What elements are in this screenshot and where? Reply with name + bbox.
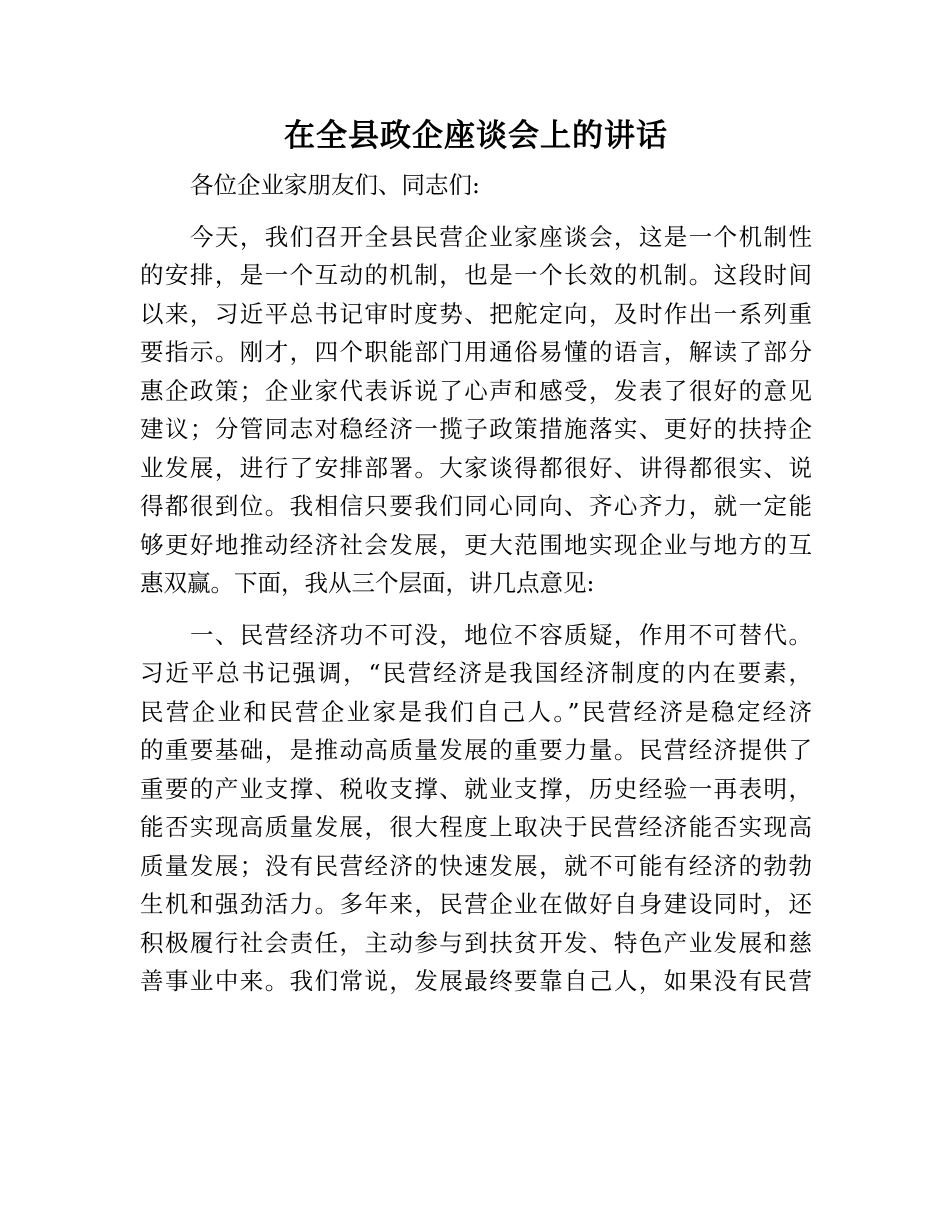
paragraph-line: 积极履行社会责任，主动参与到扶贫开发、特色产业发展和慈 <box>140 928 812 957</box>
paragraph-2 <box>140 616 812 1001</box>
paragraph-line: 重要的产业支撑、税收支撑、就业支撑，历史经验一再表明， <box>140 774 812 803</box>
paragraph-line: 的安排，是一个互动的机制，也是一个长效的机制。这段时间 <box>140 261 812 289</box>
document-title: 在全县政企座谈会上的讲话 <box>284 118 668 154</box>
paragraph-line: 惠企政策；企业家代表诉说了心声和感受，发表了很好的意见 <box>140 376 812 405</box>
paragraph-line: 建议；分管同志对稳经济一揽子政策措施落实、更好的扶持企 <box>140 415 812 443</box>
paragraph-spacer <box>140 603 812 616</box>
paragraph-line: 要指示。刚才，四个职能部门用通俗易懂的语言，解读了部分 <box>140 338 812 366</box>
paragraph-line: 今天，我们召开全县民营企业家座谈会，这是一个机制性 <box>190 222 812 251</box>
paragraph-line: 业发展，进行了安排部署。大家谈得都很好、讲得都很实、说 <box>140 453 812 482</box>
paragraph-line: 民营企业和民营企业家是我们自己人。”民营经济是稳定经济 <box>140 697 812 726</box>
greeting-line: 各位企业家朋友们、同志们: <box>190 171 480 199</box>
paragraph-line: 习近平总书记强调，“民营经济是我国经济制度的内在要素， <box>140 659 812 687</box>
paragraph-line: 以来，习近平总书记审时度势、把舵定向，及时作出一系列重 <box>140 299 812 328</box>
paragraph-line: 生机和强劲活力。多年来，民营企业在做好自身建设同时，还 <box>140 890 812 918</box>
paragraph-line: 惠双赢。下面，我从三个层面，讲几点意见: <box>140 569 595 597</box>
document-page <box>140 112 812 1001</box>
paragraph-line: 善事业中来。我们常说，发展最终要靠自己人，如果没有民营 <box>140 967 812 995</box>
paragraph-line: 够更好地推动经济社会发展，更大范围地实现企业与地方的互 <box>140 530 812 559</box>
paragraph-line: 的重要基础，是推动高质量发展的重要力量。民营经济提供了 <box>140 736 812 764</box>
paragraph-line: 能否实现高质量发展，很大程度上取决于民营经济能否实现高 <box>140 813 812 841</box>
paragraph-line: 质量发展；没有民营经济的快速发展，就不可能有经济的勃勃 <box>140 851 812 880</box>
paragraph-line: 得都很到位。我相信只要我们同心同向、齐心齐力，就一定能 <box>140 492 812 520</box>
paragraph-line: 一、民营经济功不可没，地位不容质疑，作用不可替代。 <box>190 620 812 649</box>
paragraph-1 <box>140 218 812 603</box>
